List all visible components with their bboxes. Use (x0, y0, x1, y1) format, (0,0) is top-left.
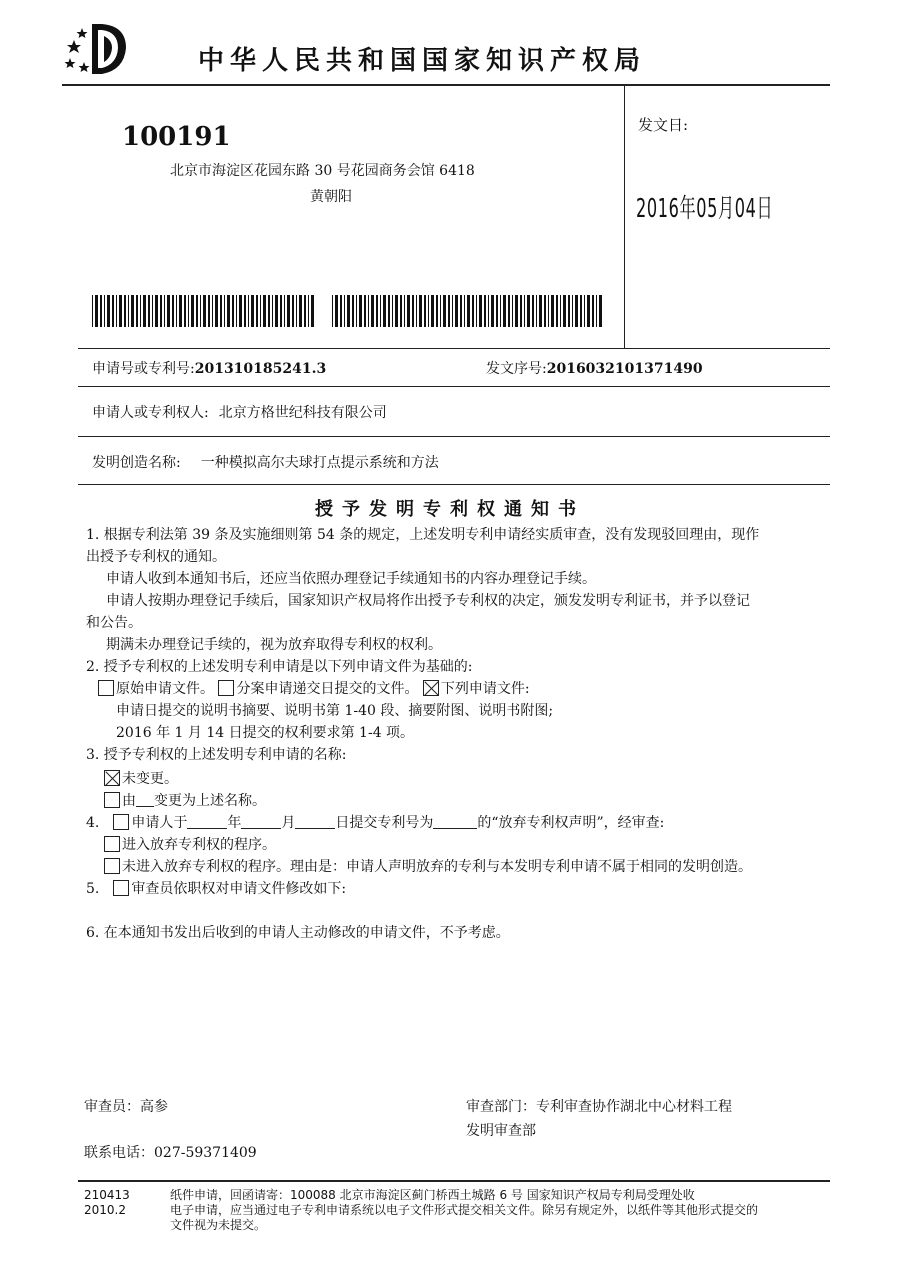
para-4-text-e: 的“放弃专利权声明”，经审查: (477, 815, 665, 831)
postcode: 100191 (122, 122, 231, 152)
para-5-line (86, 878, 836, 900)
para-6: 6. 在本通知书发出后收到的申请人主动修改的申请文件，不予考虑。 (86, 925, 510, 941)
blank-old-name (136, 792, 154, 807)
para-4-option-1 (86, 834, 836, 856)
issue-date: 2016年05月04日 (636, 194, 774, 224)
examiner: 审查员：高参 (84, 1099, 168, 1115)
blank-year (187, 814, 227, 829)
recipient-address: 北京市海淀区花园东路 30 号花园商务会馆 6418 (170, 163, 475, 179)
para-3-option-2 (86, 790, 836, 812)
checkbox-divisional-files[interactable] (218, 680, 234, 696)
para-1-sub-3: 期满未办理登记手续的，视为放弃取得专利权的权利。 (106, 637, 442, 653)
serial-number-label: 发文序号: (486, 361, 547, 377)
examining-dept-line-2: 发明审查部 (466, 1123, 536, 1139)
issue-date-label: 发文日: (638, 116, 689, 134)
para-5-number: 5. (86, 881, 100, 897)
invention-row (92, 452, 439, 472)
invention-label: 发明创造名称: (92, 455, 181, 471)
para-1-sub-2-line-1: 申请人按期办理登记手续后，国家知识产权局将作出授予专利权的决定，颁发发明专利证书，并予以登记 (106, 593, 750, 609)
para-4-text-a: 申请人于 (131, 815, 188, 831)
option-enter-waiver: 进入放弃专利权的程序。 (122, 837, 276, 853)
rule-4 (78, 484, 830, 485)
applicant-label: 申请人或专利权人: (92, 405, 209, 421)
header-rule (62, 84, 830, 86)
option-divisional-files: 分案申请递交日提交的文件。 (236, 681, 419, 697)
para-4-number: 4. (86, 815, 100, 831)
rule-2 (78, 386, 830, 387)
para-1-sub-2-line-2: 和公告。 (86, 615, 142, 631)
para-4-line (86, 812, 836, 834)
notice-body (86, 524, 836, 944)
vertical-divider (624, 86, 625, 348)
sipo-emblem-icon (62, 18, 134, 76)
examining-dept-line-1: 审查部门：专利审查协作湖北中心材料工程 (466, 1099, 732, 1115)
application-number-row (92, 358, 326, 378)
checkbox-not-enter-waiver[interactable] (104, 858, 120, 874)
blank-day (295, 814, 335, 829)
footer-line-2: 电子申请，应当通过电子专利申请系统以电子文件形式提交相关文件。除另有规定外，以纸件等其他形式提交的 (170, 1203, 759, 1217)
para-4-text-d: 日提交专利号为 (335, 815, 434, 831)
rule-3 (78, 436, 830, 437)
applicant-row (92, 402, 387, 422)
para-2-options (86, 678, 836, 700)
blank-patent-number (433, 814, 477, 829)
header-title: 中华人民共和国国家知识产权局 (198, 46, 647, 76)
checkbox-waiver[interactable] (113, 814, 129, 830)
serial-number-value: 2016032101371490 (546, 361, 703, 377)
checkbox-original-files[interactable] (98, 680, 114, 696)
footer-line-1: 纸件申请，回函请寄：100088 北京市海淀区蓟门桥西土城路 6 号 国家知识产权局专利局受理处收 (170, 1188, 695, 1202)
notice-title: 授予发明专利权通知书 (315, 499, 585, 520)
para-3-option-1 (86, 768, 836, 790)
checkbox-name-changed[interactable] (104, 792, 120, 808)
para-1-line-1: 1. 根据专利法第 39 条及实施细则第 54 条的规定，上述发明专利申请经实质审查，没有发现驳回理由，现作 (86, 527, 760, 543)
applicant-value: 北京方格世纪科技有限公司 (218, 405, 387, 421)
para-2-title: 2. 授予专利权的上述发明专利申请是以下列申请文件为基础的: (86, 659, 473, 675)
blank-month (241, 814, 281, 829)
footer-form-version: 2010.2 (84, 1203, 126, 1217)
footer-line-3: 文件视为未提交。 (170, 1218, 267, 1232)
para-4-text-c: 月 (281, 815, 296, 831)
option-changed-from: 由 (122, 793, 136, 809)
para-3-title: 3. 授予专利权的上述发明专利申请的名称: (86, 747, 347, 763)
para-4-text-b: 年 (227, 815, 242, 831)
para-1-line-2: 出授予专利权的通知。 (86, 549, 226, 565)
para-4-option-2 (86, 856, 836, 878)
serial-number-row (486, 358, 703, 378)
option-following-files: 下列申请文件: (440, 681, 530, 697)
contact-phone: 联系电话：027-59371409 (84, 1145, 257, 1161)
option-not-enter-waiver: 未进入放弃专利权的程序。理由是：申请人声明放弃的专利与本发明专利申请不属于相同的发明创造。 (122, 859, 752, 875)
para-1-sub-1: 申请人收到本通知书后，还应当依照办理登记手续通知书的内容办理登记手续。 (106, 571, 596, 587)
checkbox-unchanged[interactable] (104, 770, 120, 786)
checkbox-following-files[interactable] (423, 680, 439, 696)
invention-value: 一种模拟高尔夫球打点提示系统和方法 (200, 455, 439, 471)
option-original-files: 原始申请文件。 (116, 681, 214, 697)
checkbox-examiner-amend[interactable] (113, 880, 129, 896)
option-unchanged: 未变更。 (122, 771, 178, 787)
para-5-text: 审查员依职权对申请文件修改如下: (131, 881, 347, 897)
barcode-right (332, 295, 602, 327)
application-number-value: 201310185241.3 (194, 361, 327, 377)
recipient-name: 黄朝阳 (310, 189, 352, 205)
option-changed-to: 变更为上述名称。 (154, 793, 266, 809)
para-2-detail-1: 申请日提交的说明书摘要、说明书第 1-40 段、摘要附图、说明书附图; (116, 703, 554, 719)
checkbox-enter-waiver[interactable] (104, 836, 120, 852)
barcode-left (92, 295, 314, 327)
rule-1 (78, 348, 830, 349)
application-number-label: 申请号或专利号: (92, 361, 195, 377)
footer-rule (78, 1180, 830, 1182)
footer-form-code: 210413 (84, 1188, 130, 1202)
para-2-detail-2: 2016 年 1 月 14 日提交的权利要求第 1-4 项。 (116, 725, 415, 741)
